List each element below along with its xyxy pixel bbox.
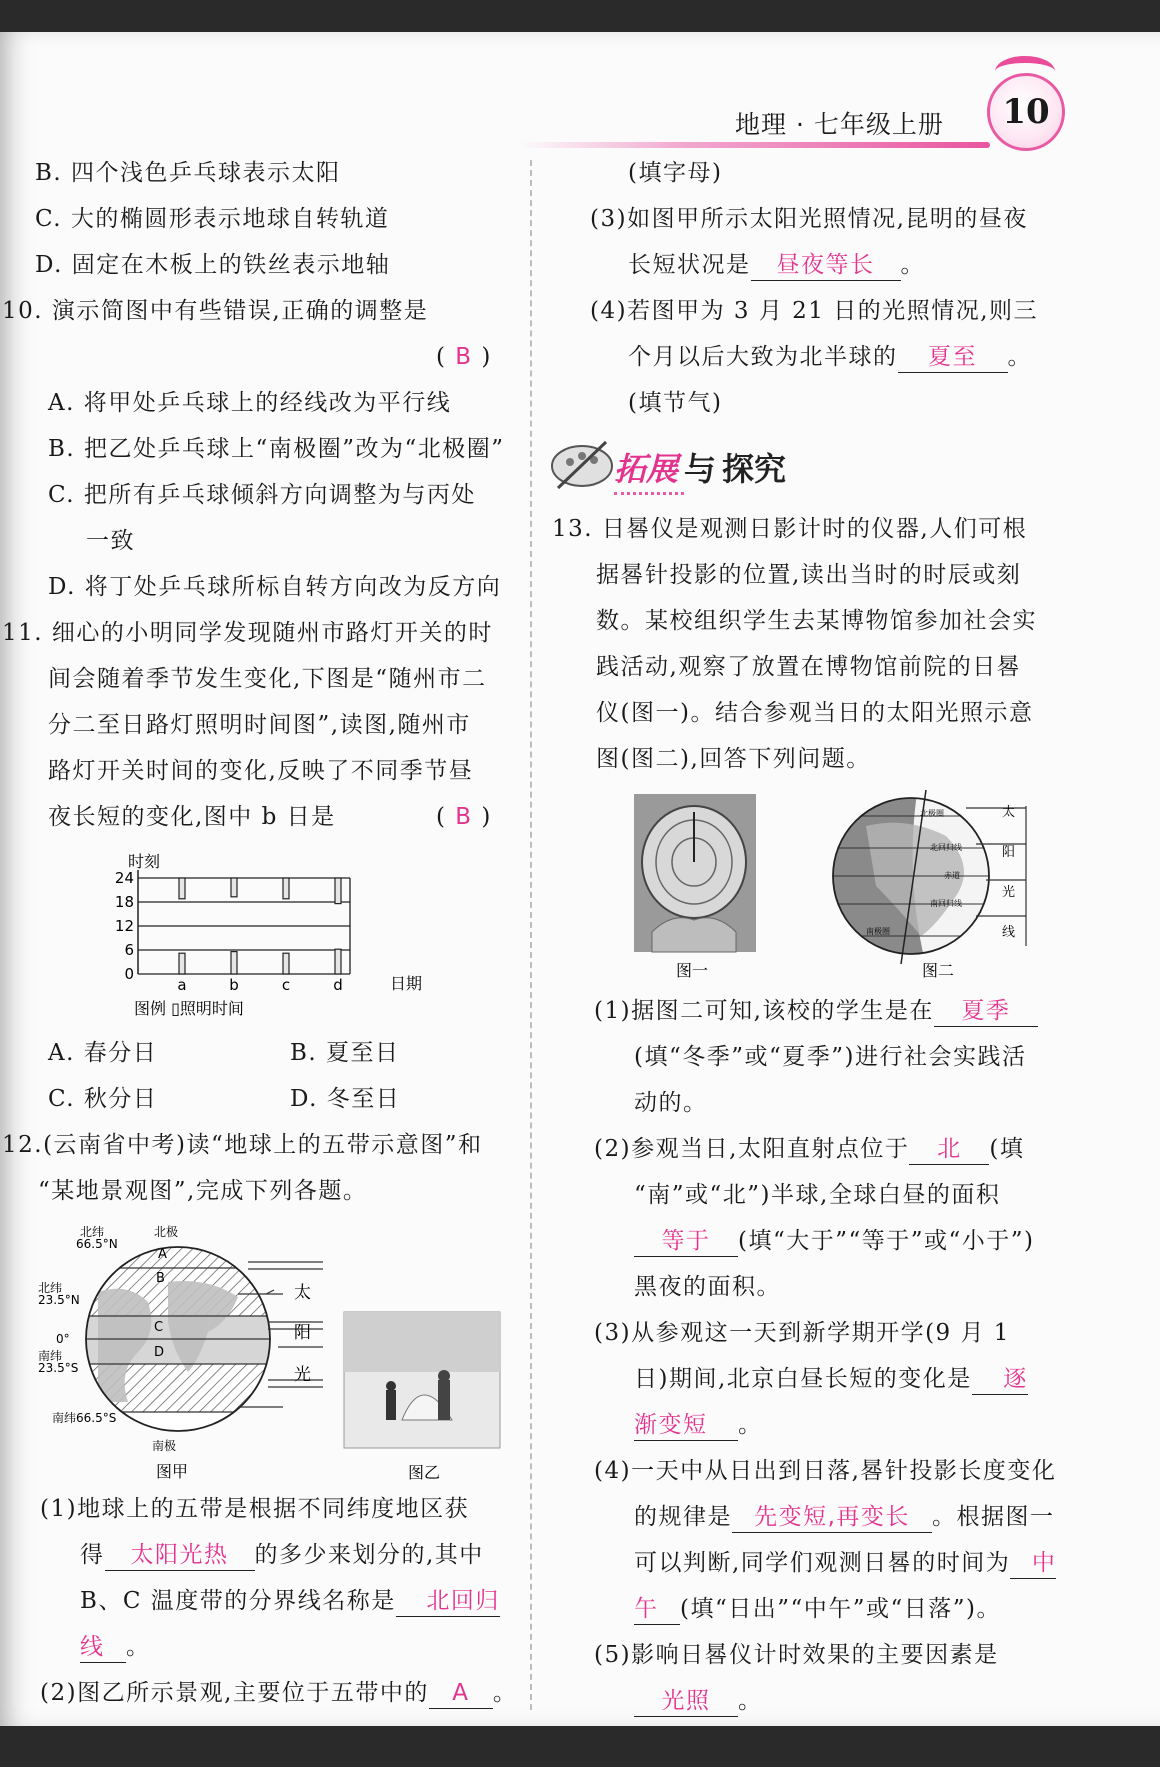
pole-label: 南极	[152, 1439, 177, 1453]
q12-sub1-line1: (1)地球上的五带是根据不同纬度地区获	[40, 1496, 470, 1522]
text: 。	[126, 1634, 151, 1660]
five-zones-figure	[38, 1222, 338, 1484]
q13-sub2-answer1: 北	[937, 1136, 962, 1162]
circle-label: 北极圈	[920, 809, 944, 818]
text: 日)期间,北京白昼长短的变化是	[634, 1366, 972, 1392]
sun-label: 光	[1002, 885, 1016, 900]
q11-line5: 夜长短的变化,图中 b 日是	[48, 804, 336, 830]
q13-sub4-line4	[634, 1594, 1001, 1625]
q12-sub2-line	[40, 1678, 517, 1709]
q9-option-c: C. 大的椭圆形表示地球自转轨道	[35, 206, 390, 232]
lat-label: 南纬66.5°S	[52, 1411, 117, 1425]
text: B、C 温度带的分界线名称是	[80, 1588, 396, 1614]
chart-bar-evening	[179, 878, 185, 899]
text: (2)参观当日,太阳直射点位于	[594, 1136, 910, 1162]
header-rule	[520, 142, 990, 148]
text: (填	[989, 1136, 1025, 1162]
q10-option-b: B. 把乙处乒乓球上“南极圈”改为“北极圈”	[48, 436, 505, 462]
q13-sub3-line1: (3)从参观这一天到新学期开学(9 月 1	[594, 1320, 1010, 1346]
equator-label: 0°	[56, 1332, 70, 1346]
text: (填“日出”“中午”或“日落”)。	[680, 1596, 1001, 1622]
lat-value: 23.5°N	[38, 1293, 80, 1307]
q13-line5: 仪(图一)。结合参观当日的太阳光照示意	[596, 700, 1034, 726]
lat-value: 66.5°N	[76, 1237, 118, 1251]
zone-c: C	[154, 1320, 164, 1335]
text: 。	[1007, 344, 1032, 370]
q13-line3: 数。某校组织学生去某博物馆参加社会实	[596, 608, 1037, 634]
chart-bar-morning	[231, 952, 237, 974]
q11-line1: 11. 细心的小明同学发现随州市路灯开关的时	[2, 620, 493, 646]
text: 。根据图一	[932, 1504, 1055, 1530]
q13-line1: 13. 日晷仪是观测日影计时的仪器,人们可根	[552, 516, 1028, 542]
q13-sub2-answer2: 等于	[661, 1228, 711, 1254]
person-figure	[438, 1380, 450, 1420]
person-figure	[386, 1390, 396, 1420]
text: (2)图乙所示景观,主要位于五带中的	[40, 1680, 429, 1706]
lat-value: 23.5°S	[38, 1361, 79, 1375]
q12-sub3-answer: 昼夜等长	[776, 252, 875, 278]
lat-label: 北纬	[38, 1281, 63, 1295]
text: 长短状况是	[628, 252, 751, 278]
q12-stem-2: “某地景观图”,完成下列各题。	[38, 1178, 368, 1204]
section-title-word2: 与	[684, 450, 717, 488]
chart-y-tick: 0	[124, 965, 134, 983]
chart-bar-evening	[335, 878, 341, 904]
q10-option-c-cont: 一致	[86, 528, 135, 554]
chart-x-tick: c	[281, 976, 291, 994]
text: (1)据图二可知,该校的学生是在	[594, 998, 934, 1024]
fig1-caption: 图一	[676, 961, 709, 980]
section-title-word3: 探究	[722, 450, 787, 488]
header-title: 地理 · 七年级上册	[735, 110, 944, 139]
q13-sub5-answer: 光照	[661, 1688, 711, 1714]
sun-label: 太	[1002, 805, 1016, 820]
text: 。	[738, 1412, 763, 1438]
q12-sub1-line3	[80, 1586, 500, 1617]
q12-sub4-line3: (填节气)	[628, 390, 723, 416]
lat-label: 北纬	[80, 1225, 105, 1239]
q13-sub2-line4: 黑夜的面积。	[634, 1274, 781, 1300]
q12-sub1-answer1: 太阳光热	[130, 1542, 229, 1568]
text: 的规律是	[634, 1504, 732, 1530]
globe-sunlight-figure	[826, 786, 1026, 982]
snow-landscape-figure	[342, 1310, 502, 1485]
q11-answer: B	[455, 804, 473, 830]
chart-ylabel: 时刻	[128, 852, 161, 871]
q11-line2: 间会随着季节发生变化,下图是“随州市二	[48, 666, 487, 692]
page-number: 10	[1002, 92, 1050, 132]
q13-sub1-line3: 动的。	[634, 1090, 708, 1116]
section-title	[614, 444, 786, 490]
q11-option-a: A. 春分日	[48, 1040, 158, 1066]
chart-bar-evening	[283, 878, 289, 899]
q13-sub2-line2: “南”或“北”)半球,全球白昼的面积	[634, 1182, 1001, 1208]
chart-xlabel: 日期	[390, 974, 423, 993]
sun-label: 阳	[294, 1323, 311, 1343]
chart-bar-evening	[231, 878, 237, 897]
q10-option-d: D. 将丁处乒乓球所标自转方向改为反方向	[48, 574, 502, 600]
q13-sub4-line2	[634, 1502, 1055, 1533]
q11-option-b: B. 夏至日	[290, 1040, 400, 1066]
q13-line4: 践活动,观察了放置在博物馆前院的日晷	[596, 654, 1022, 680]
q9-option-d: D. 固定在木板上的铁丝表示地轴	[35, 252, 391, 278]
q13-sub4-line1: (4)一天中从日出到日落,晷针投影长度变化	[594, 1458, 1057, 1484]
text: 可以判断,同学们观测日晷的时间为	[634, 1550, 1011, 1576]
text: 的多少来划分的,其中	[254, 1542, 484, 1568]
q10-option-c: C. 把所有乒乓球倾斜方向调整为与丙处	[48, 482, 476, 508]
q13-sub1-line1	[594, 996, 1038, 1027]
sundial-figure	[632, 792, 758, 982]
q10-stem: 10. 演示简图中有些错误,正确的调整是	[2, 298, 429, 324]
text: 得	[80, 1542, 105, 1568]
circle-label: 南极圈	[866, 927, 890, 936]
q11-line3: 分二至日路灯照明时间图”,读图,随州市	[48, 712, 471, 738]
sun-label: 线	[1002, 925, 1016, 940]
q13-line2: 据晷针投影的位置,读出当时的时辰或刻	[596, 562, 1022, 588]
q10-answer: B	[455, 344, 473, 370]
q13-sub3-answer-cont: 渐变短	[634, 1412, 708, 1438]
q13-sub3-answer: 逐	[1003, 1366, 1028, 1392]
q13-sub2-line1	[594, 1134, 1024, 1165]
q13-sub5-line2	[634, 1686, 763, 1717]
zone-b: B	[156, 1271, 165, 1286]
q13-sub4-answer2-cont: 午	[634, 1596, 659, 1622]
sun-label: 光	[294, 1365, 311, 1385]
q12-stem-1: 12.(云南省中考)读“地球上的五带示意图”和	[2, 1132, 483, 1158]
q13-sub4-line3	[634, 1548, 1056, 1579]
q12-sub3-line1: (3)如图甲所示太阳光照情况,昆明的昼夜	[590, 206, 1028, 232]
q12-sub1-answer2: 北回归	[426, 1588, 500, 1614]
chart-x-tick: b	[229, 976, 239, 994]
text: 。	[738, 1688, 763, 1714]
zone-d: D	[154, 1345, 165, 1360]
q13-sub1-answer: 夏季	[961, 998, 1011, 1024]
pole-label: 北极	[154, 1225, 179, 1239]
fig2-caption: 图二	[922, 961, 955, 980]
q12-sub4-line1: (4)若图甲为 3 月 21 日的光照情况,则三	[590, 298, 1039, 324]
sun-label: 太	[294, 1283, 311, 1303]
chart-y-tick: 18	[114, 893, 134, 911]
fig-b-caption: 图乙	[408, 1463, 441, 1482]
palette-icon	[548, 436, 618, 492]
chart-y-tick: 6	[124, 941, 134, 959]
text: 。	[900, 252, 925, 278]
chart-legend: 图例 ▯照明时间	[134, 999, 244, 1018]
sun-label: 阳	[1002, 845, 1016, 860]
q12-sub1-line4	[80, 1632, 151, 1663]
section-title-dots	[614, 492, 684, 495]
q12-sub2-answer: A	[452, 1680, 470, 1706]
chart-y-tick: 24	[114, 869, 134, 887]
q13-sub3-line3	[634, 1410, 763, 1441]
q12-sub4-answer: 夏至	[928, 344, 977, 370]
q13-sub5-line1: (5)影响日晷仪计时效果的主要因素是	[594, 1642, 999, 1668]
chart-x-tick: d	[333, 976, 343, 994]
q11-option-c: C. 秋分日	[48, 1086, 158, 1112]
text: 个月以后大致为北半球的	[628, 344, 898, 370]
circle-label: 北回归线	[930, 843, 962, 852]
circle-label: 南回归线	[930, 899, 962, 908]
chart-bar-morning	[179, 953, 185, 974]
chart-y-tick: 12	[114, 917, 134, 935]
q13-sub3-line2	[634, 1364, 1028, 1395]
fig-a-caption: 图甲	[156, 1462, 189, 1481]
lighting-chart	[114, 848, 428, 1023]
text: 。	[492, 1680, 518, 1706]
q10-answer-bracket: ( B )	[436, 344, 492, 370]
q13-sub2-line3	[634, 1226, 1035, 1257]
column-divider	[530, 160, 532, 1710]
q11-answer-bracket: ( B )	[436, 804, 492, 830]
q12-sub4-line2	[628, 342, 1032, 373]
q10-option-a: A. 将甲处乒乓球上的经线改为平行线	[48, 390, 452, 416]
q13-sub4-answer2: 中	[1031, 1550, 1057, 1576]
q13-sub1-line2: (填“冬季”或“夏季”)进行社会实践活	[634, 1044, 1027, 1070]
q12-sub2-cont: (填字母)	[628, 160, 723, 186]
q11-line4: 路灯开关时间的变化,反映了不同季节昼	[48, 758, 474, 784]
zone-a: A	[158, 1247, 167, 1262]
page-number-badge	[987, 73, 1065, 151]
chart-bar-morning	[335, 949, 341, 974]
lat-label: 南纬	[38, 1349, 63, 1363]
q12-sub1-line2	[80, 1540, 484, 1571]
q9-option-b: B. 四个浅色乒乓球表示太阳	[35, 160, 341, 186]
text: (填“大于”“等于”或“小于”)	[738, 1228, 1035, 1254]
q13-sub4-answer1: 先变短,再变长	[754, 1504, 910, 1530]
q12-sub1-answer2-cont: 线	[80, 1634, 105, 1660]
q13-line6: 图(图二),回答下列问题。	[596, 746, 871, 772]
q11-option-d: D. 冬至日	[290, 1086, 401, 1112]
q12-sub3-line2	[628, 250, 925, 281]
circle-label: 赤道	[944, 871, 960, 880]
chart-bar-morning	[283, 953, 289, 974]
section-title-word1: 拓展	[614, 450, 679, 488]
chart-x-tick: a	[177, 976, 187, 994]
